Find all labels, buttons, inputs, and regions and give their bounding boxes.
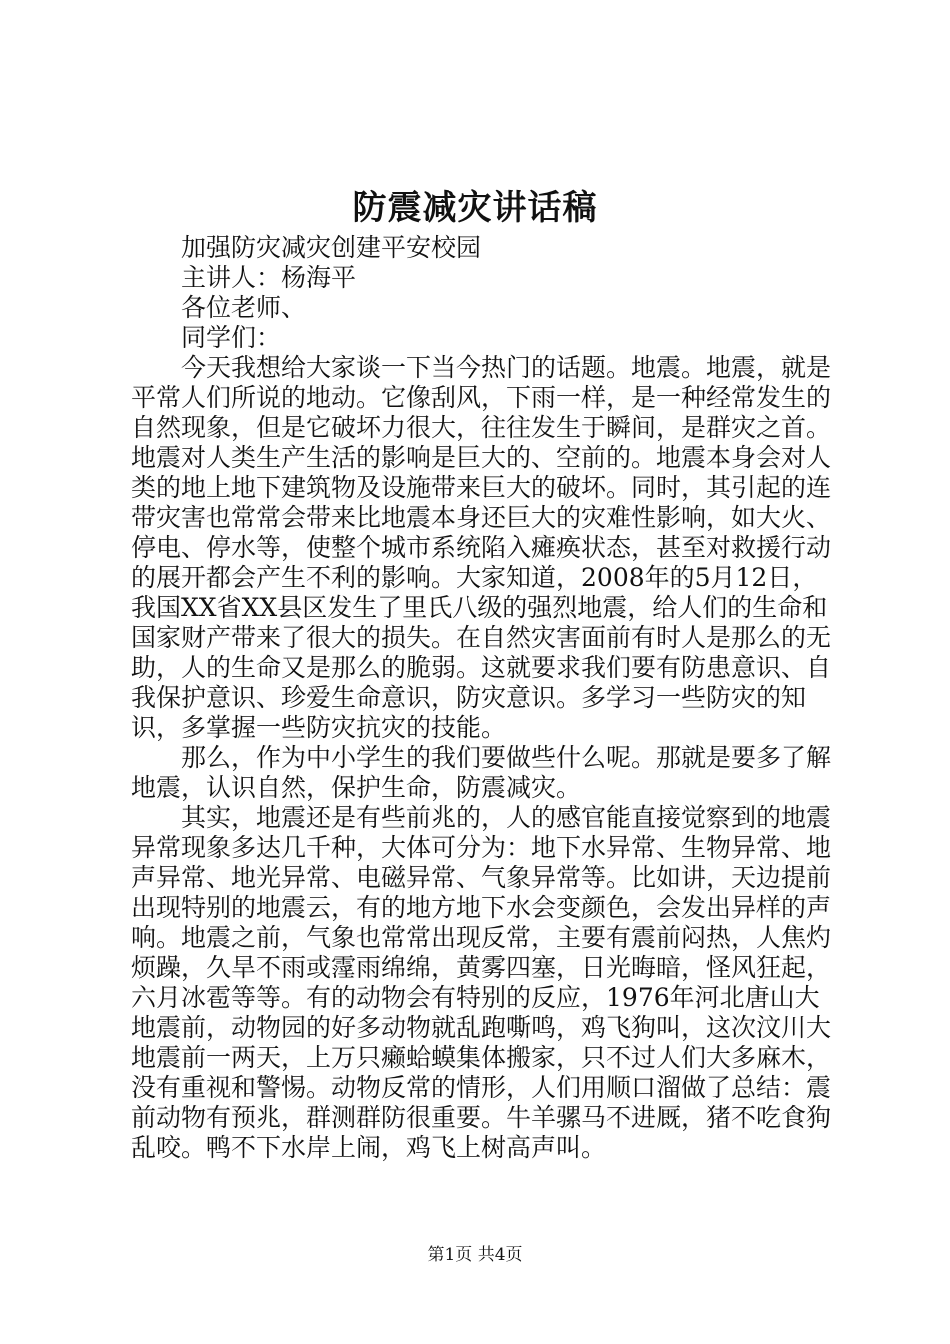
subtitle-line: 加强防灾减灾创建平安校园 — [181, 233, 482, 262]
document-title: 防震减灾讲话稿 — [352, 188, 598, 228]
paragraph-precursors: 其实，地震还是有些前兆的，人的感官能直接觉察到的地震异常现象多达几千种，大体可分为：地下水异常、生物异常、地声异常、地光异常、电磁异常、气象异常等。比如讲，天边提前出现特别的地震云，有的地方地下水会变颜色，会发出异样的声响。地震之前，气象也常常出现反常，主要有震前闷热，人焦灼烦躁，久旱不雨或霪雨绵绵，黄雾四塞，日光晦暗，怪风狂起，六月冰雹等等。有的动物会有特别的反应，1976年河北唐山大地震前，动物园的好多动物就乱跑嘶鸣，鸡飞狗叫，这次汶川大地震前一两天，上万只癞蛤蟆集体搬家，只不过人们大多麻木，没有重视和警惕。动物反常的情形，人们用顺口溜做了总结：震前动物有预兆，群测群防很重要。牛羊骡马不进厩，猪不吃食狗乱咬。鸭不下水岸上闹，鸡飞上树高声叫。 — [131, 803, 832, 1162]
salutation-teachers: 各位老师、 — [181, 293, 307, 322]
page-footer: 第1页 共4页 — [427, 1245, 523, 1265]
document-body — [131, 233, 833, 1163]
paragraph-question: 那么，作为中小学生的我们要做些什么呢。那就是要多了解地震，认识自然，保护生命，防震减灾。 — [131, 743, 832, 802]
speaker-line: 主讲人：杨海平 — [181, 263, 357, 292]
salutation-students: 同学们： — [181, 323, 282, 352]
paragraph-intro: 今天我想给大家谈一下当今热门的话题。地震。地震，就是平常人们所说的地动。它像刮风，下雨一样，是一种经常发生的自然现象，但是它破坏力很大，往往发生于瞬间，是群灾之首。地震对人类生产生活的影响是巨大的、空前的。地震本身会对人类的地上地下建筑物及设施带来巨大的破坏。同时，其引起的连带灾害也常常会带来比地震本身还巨大的灾难性影响，如大火、停电、停水等，使整个城市系统陷入瘫痪状态，甚至对救援行动的展开都会产生不利的影响。大家知道，2008年的5月12日，我国XX省XX县区发生了里氏八级的强烈地震，给人们的生命和国家财产带来了很大的损失。在自然灾害面前有时人是那么的无助，人的生命又是那么的脆弱。这就要求我们要有防患意识、自我保护意识、珍爱生命意识，防灾意识。多学习一些防灾的知识，多掌握一些防灾抗灾的技能。 — [131, 353, 832, 742]
